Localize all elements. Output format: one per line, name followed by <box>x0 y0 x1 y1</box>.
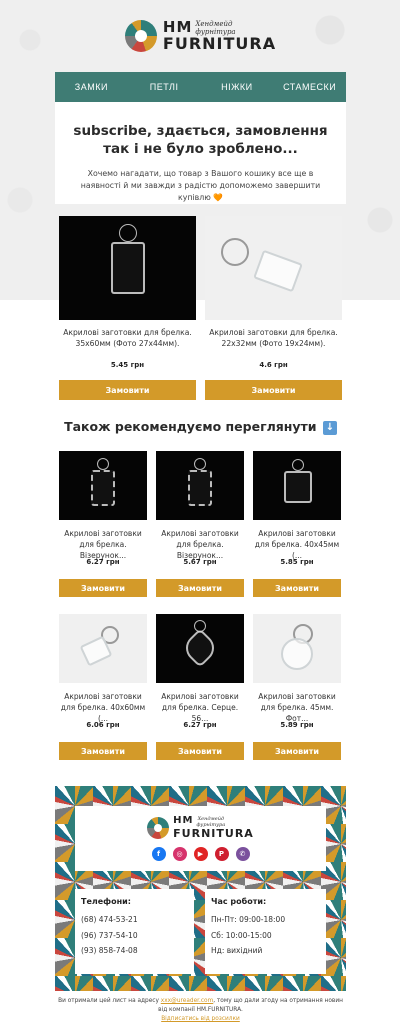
phones-box <box>75 889 194 974</box>
social-links <box>75 847 326 861</box>
product-name[interactable]: Акрилові заготовки для брелка. 35х60мм (Фото 27х44мм). <box>63 328 192 348</box>
down-arrow-icon: ↓ <box>323 421 337 435</box>
product-price: 5.45 грн <box>110 361 145 369</box>
product-price: 4.6 грн <box>259 361 288 369</box>
recommend-row <box>59 614 342 760</box>
product-card <box>156 614 244 760</box>
product-image[interactable] <box>59 451 147 520</box>
product-image[interactable] <box>205 216 342 320</box>
product-name[interactable]: Акрилові заготовки для брелка. Візерунок... <box>161 529 239 560</box>
product-price: 5.67 грн <box>183 558 217 566</box>
product-card <box>59 451 147 597</box>
hero-section <box>55 102 346 204</box>
instagram-icon[interactable]: ◎ <box>173 847 187 861</box>
hero-text: Хочемо нагадати, що товар з Вашого кошику все ще в наявності й ми завжди з радістю допоможемо завершити купівлю 🧡 <box>80 169 321 202</box>
legal-notice: Ви отримали цей лист на адресу xxx@ureader.com, тому що дали згоду на отримання новин від компанії HM.FURNITURA. Відписатись від розсилки <box>58 998 343 1022</box>
product-card <box>59 614 147 760</box>
product-price: 6.27 грн <box>86 558 120 566</box>
product-image[interactable] <box>253 451 341 520</box>
youtube-icon[interactable]: ▶ <box>194 847 208 861</box>
product-name[interactable]: Акрилові заготовки для брелка. Серце. 56... <box>161 692 239 723</box>
footer-logo[interactable]: НМ Хендмейд фурнітура FURNITURA <box>75 816 326 839</box>
phone-number[interactable]: (68) 474-53-21 <box>81 915 138 924</box>
unsubscribe-link[interactable]: Відписатись від розсилки <box>161 1016 240 1022</box>
hours-line: Нд: вихідний <box>211 946 263 955</box>
order-button[interactable]: Замовити <box>205 380 342 400</box>
order-button[interactable]: Замовити <box>253 742 341 760</box>
phone-number[interactable]: (93) 858-74-08 <box>81 946 138 955</box>
phones-title: Телефони: <box>81 897 131 906</box>
facebook-icon[interactable]: f <box>152 847 166 861</box>
logo-name: FURNITURA <box>162 34 277 53</box>
nav-item-legs[interactable]: НІЖКИ <box>221 82 253 92</box>
product-image[interactable] <box>156 451 244 520</box>
logo-mosaic-icon <box>147 817 169 839</box>
brand-logo[interactable] <box>55 0 346 72</box>
hours-line: Пн-Пт: 09:00-18:00 <box>211 915 286 924</box>
pinterest-icon[interactable]: P <box>215 847 229 861</box>
logo-mark-text: НМ <box>162 18 193 36</box>
viber-icon[interactable]: ✆ <box>236 847 250 861</box>
product-image[interactable] <box>59 614 147 683</box>
cart-items <box>59 216 342 400</box>
recipient-email-link[interactable]: xxx@ureader.com <box>160 998 214 1004</box>
product-image[interactable] <box>156 614 244 683</box>
recommend-row <box>59 451 342 597</box>
product-name[interactable]: Акрилові заготовки для брелка. 22х32мм (Фото 19х24мм). <box>209 328 338 348</box>
product-card <box>253 451 341 597</box>
phone-number[interactable]: (96) 737-54-10 <box>81 930 138 940</box>
nav-item-hinges[interactable]: ПЕТЛІ <box>149 82 179 92</box>
order-button[interactable]: Замовити <box>59 579 147 597</box>
product-name[interactable]: Акрилові заготовки для брелка. 45мм. Фот... <box>258 692 336 723</box>
product-name[interactable]: Акрилові заготовки для брелка. Візерунок... <box>64 529 142 560</box>
product-card <box>205 216 342 400</box>
hours-box <box>205 889 326 974</box>
product-card <box>253 614 341 760</box>
hours-line: Сб: 10:00-15:00 <box>211 930 272 940</box>
product-name[interactable]: Акрилові заготовки для брелка. 40х60мм (... <box>60 692 146 723</box>
product-image[interactable] <box>253 614 341 683</box>
order-button[interactable]: Замовити <box>59 380 196 400</box>
product-price: 5.89 грн <box>280 721 314 729</box>
order-button[interactable]: Замовити <box>156 742 244 760</box>
product-name[interactable]: Акрилові заготовки для брелка. 40х45мм (... <box>254 529 340 560</box>
nav-item-chisels[interactable]: СТАМЕСКИ <box>283 82 337 92</box>
hours-title: Час роботи: <box>211 897 267 906</box>
hero-title: subscribe, здається, замовлення так і не було зроблено... <box>73 123 328 157</box>
footer-brand-box <box>75 806 326 871</box>
main-nav <box>55 72 346 102</box>
footer <box>55 786 346 991</box>
order-button[interactable]: Замовити <box>59 742 147 760</box>
product-card <box>59 216 196 400</box>
product-card <box>156 451 244 597</box>
product-price: 6.06 грн <box>86 721 120 729</box>
product-price: 5.85 грн <box>280 558 314 566</box>
logo-tagline: Хендмейд фурнітура <box>195 20 236 36</box>
logo-mosaic-icon <box>125 20 157 52</box>
product-image[interactable] <box>59 216 196 320</box>
order-button[interactable]: Замовити <box>253 579 341 597</box>
product-price: 6.27 грн <box>183 721 217 729</box>
nav-item-locks[interactable]: ЗАМКИ <box>74 82 108 92</box>
order-button[interactable]: Замовити <box>156 579 244 597</box>
email-container <box>55 0 346 204</box>
recommend-heading: Також рекомендуємо переглянути ↓ <box>55 419 346 435</box>
